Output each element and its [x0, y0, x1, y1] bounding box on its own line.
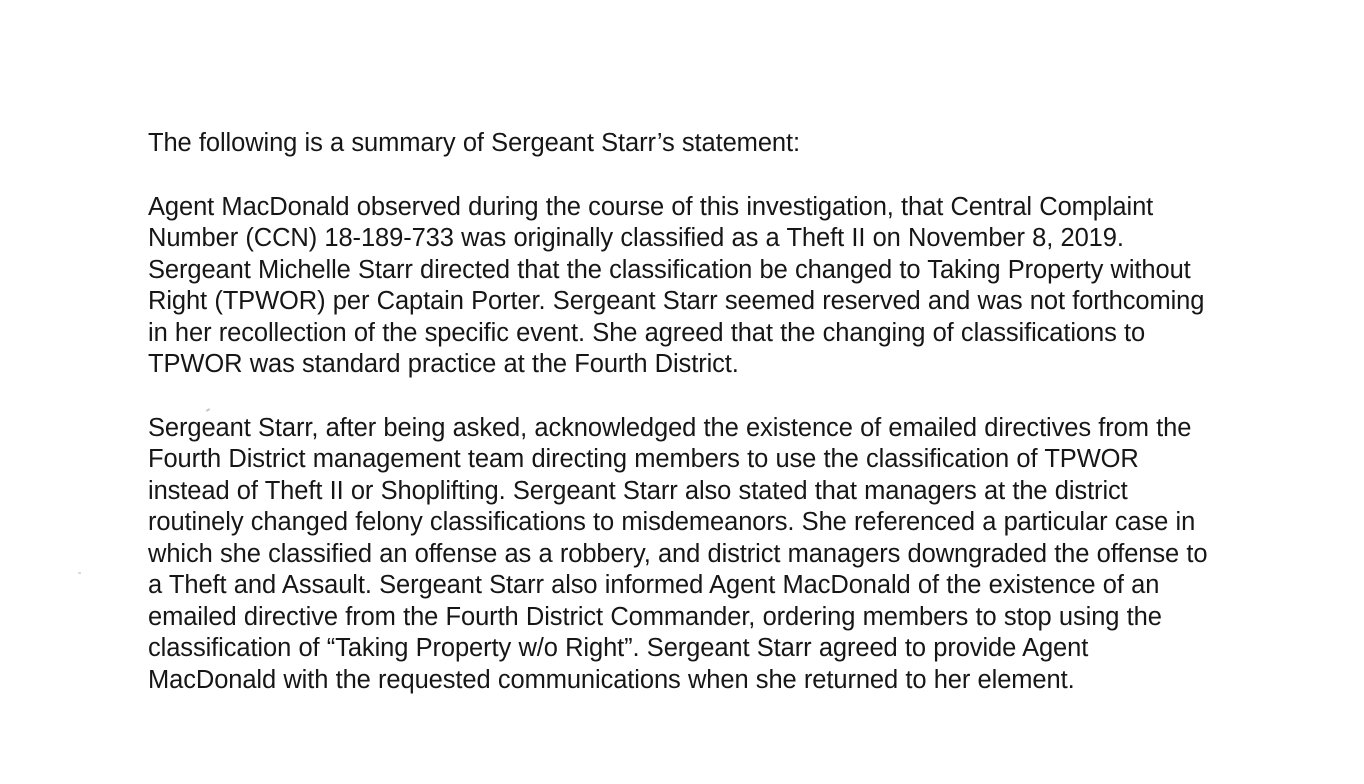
paragraph-intro: The following is a summary of Sergeant Starr’s statement: [148, 129, 800, 157]
paragraph-ccn-classification: Agent MacDonald observed during the course of this investigation, that Central Complaint Number (CCN) 18-189-733 was originally classified as a Theft II on November 8, 2019. Sergeant Michelle Starr directed that the classification be changed to Taking Property without Right (TPWOR) per Captain Porter. Sergeant Starr seemed reserved and was not forthcoming in her recollection of the specific event. She agreed that the changing of classifications to TPWOR was standard practice at the Fourth District. [148, 192, 1205, 378]
paragraph-emailed-directives: Sergeant Starr, after being asked, acknowledged the existence of emailed directives from the Fourth District management team directing members to use the classification of TPWOR instead of Theft II or Shoplifting. Sergeant Starr also stated that managers at the district routinely changed felony classifications to misdemeanors. She referenced a particular case in which she classified an offense as a robbery, and district managers downgraded the offense to a Theft and Assault. Sergeant Starr also informed Agent MacDonald of the existence of an emailed directive from the Fourth District Commander, ordering members to stop using the classification of “Taking Property w/o Right”. Sergeant Starr agreed to provide Agent MacDonald with the requested communications when she returned to her element. [148, 413, 1208, 694]
document-text-body [148, 128, 1218, 696]
scan-artifact-speck [78, 572, 81, 574]
